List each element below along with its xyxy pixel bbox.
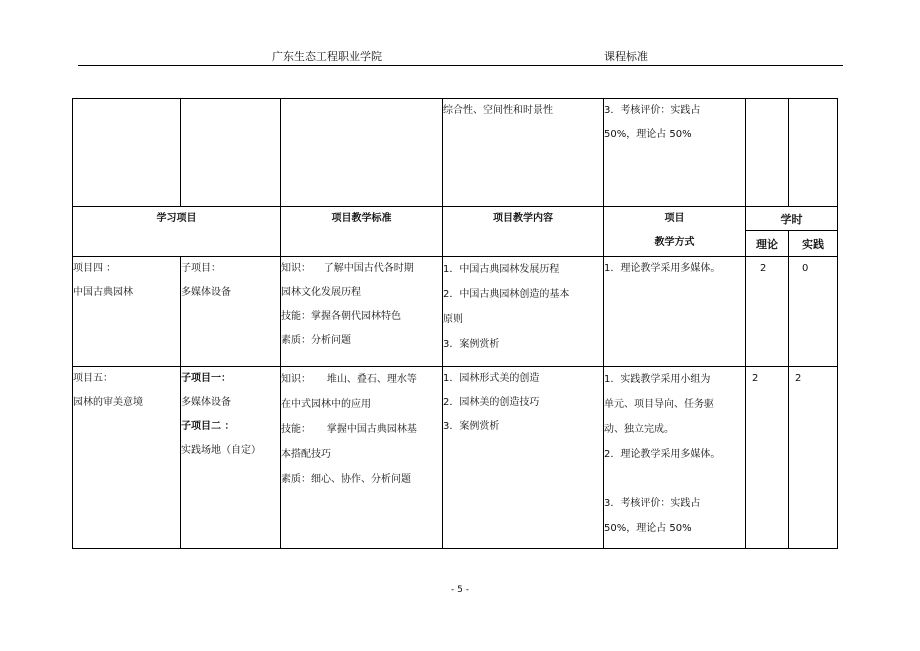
col-method: [604, 207, 746, 257]
method-line: 1．理论教学采用多媒体。: [604, 263, 721, 274]
content-line: 1．中国古典园林发展历程: [443, 264, 560, 275]
standard-cell: [281, 257, 443, 367]
standard-key: 素质：: [281, 474, 311, 485]
sub-project-label: 子项目一：: [181, 373, 231, 384]
standard-line: [281, 367, 442, 392]
standard-value: 在中式园林中的应用: [281, 399, 371, 410]
standard-value: 了解中国古代各时期: [323, 263, 414, 274]
cell-empty: [789, 99, 838, 207]
col-theory: 理论: [746, 231, 789, 257]
standard-key: 知识：: [281, 374, 311, 385]
content-cell: [443, 367, 604, 549]
cell-empty: [746, 99, 789, 207]
sub-project-label: 子项目二 ：: [181, 421, 235, 432]
standard-value: 分析问题: [311, 335, 351, 346]
method-line: 单元、项目导向、任务驱: [604, 399, 714, 410]
content-line: 1．园林形式美的创造: [443, 373, 540, 384]
standard-value: 堆山、叠石、理水等: [326, 374, 417, 385]
standard-line: [281, 329, 442, 353]
method-line: 1．实践教学采用小组为: [604, 374, 711, 385]
header-rule: [78, 65, 843, 66]
col-method-bottom: 教学方式: [654, 237, 695, 248]
standard-value: 掌握各朝代园林特色: [311, 311, 401, 322]
theory-hours: 2: [746, 367, 789, 549]
col-method-top: 项目: [664, 213, 685, 224]
standard-value: 园林文化发展历程: [281, 287, 361, 298]
sub-project-value: 多媒体设备: [181, 397, 231, 408]
standard-cell: [281, 367, 443, 549]
content-line: 2．中国古典园林创造的基本: [443, 289, 570, 300]
cell-empty: [73, 99, 181, 207]
project-no: 项目五：: [73, 373, 113, 384]
table-row: [73, 367, 838, 549]
method-cell: [604, 367, 746, 549]
continued-content: [443, 99, 604, 207]
cell-empty: [281, 99, 443, 207]
standard-line: [281, 281, 442, 305]
standard-value: 本搭配技巧: [281, 449, 331, 460]
method-line: 50%，理论占 50%: [604, 523, 692, 534]
standard-line: [281, 467, 442, 492]
sub-project-value: 多媒体设备: [181, 287, 231, 298]
content-cell: [443, 257, 604, 367]
standard-line: [281, 305, 442, 329]
header-row: [73, 207, 838, 231]
standard-line: [281, 257, 442, 281]
col-standard: 项目教学标准: [281, 207, 443, 257]
standard-key: 技能：: [281, 424, 311, 435]
standard-line: [281, 417, 442, 442]
standard-key: 知识：: [281, 263, 311, 274]
standard-value: 掌握中国古典园林基: [326, 424, 417, 435]
project-name: 中国古典园林: [73, 287, 133, 298]
standard-value: 细心、协作、分析问题: [311, 474, 411, 485]
content-line: 3．案例赏析: [443, 421, 500, 432]
content-line: 3．案例赏析: [443, 339, 500, 350]
col-hours: 学时: [746, 207, 838, 231]
practice-hours: 0: [789, 257, 838, 367]
standard-line: [281, 442, 442, 467]
continued-row: [73, 99, 838, 207]
sub-project-cell: [181, 367, 281, 549]
sub-project-value: 实践场地（自定）: [181, 445, 261, 456]
sub-project-label: 子项目：: [181, 263, 221, 274]
method-line: [604, 467, 745, 491]
standard-line: [281, 392, 442, 417]
project-cell: [73, 257, 181, 367]
practice-hours: 2: [789, 367, 838, 549]
method-cell: [604, 257, 746, 367]
theory-hours: 2: [746, 257, 789, 367]
continued-method: [604, 99, 746, 207]
standard-key: 技能：: [281, 311, 311, 322]
course-table: [72, 98, 838, 549]
method-line: 2．理论教学采用多媒体。: [604, 449, 721, 460]
sub-project-cell: [181, 257, 281, 367]
cell-empty: [181, 99, 281, 207]
project-name: 园林的审美意境: [73, 397, 143, 408]
method-line: 3．考核评价：实践占: [604, 498, 701, 509]
content-line: 原则: [443, 314, 463, 325]
standard-key: 素质：: [281, 335, 311, 346]
page-number: - 5 -: [451, 585, 469, 595]
method-line: 50%，理论占 50%: [604, 129, 692, 140]
col-project: 学习项目: [73, 207, 281, 257]
project-cell: [73, 367, 181, 549]
method-line: 动、独立完成。: [604, 424, 674, 435]
header-school: 广东生态工程职业学院: [272, 50, 382, 63]
method-line: 3．考核评价：实践占: [604, 105, 701, 116]
content-line: 2．园林美的创造技巧: [443, 397, 540, 408]
col-content: 项目教学内容: [443, 207, 604, 257]
header-doc-type: 课程标准: [604, 50, 648, 63]
table-row: [73, 257, 838, 367]
content-line: 综合性、空间性和时景性: [443, 105, 553, 116]
project-no: 项目四 ：: [73, 263, 117, 274]
col-practice: 实践: [789, 231, 838, 257]
